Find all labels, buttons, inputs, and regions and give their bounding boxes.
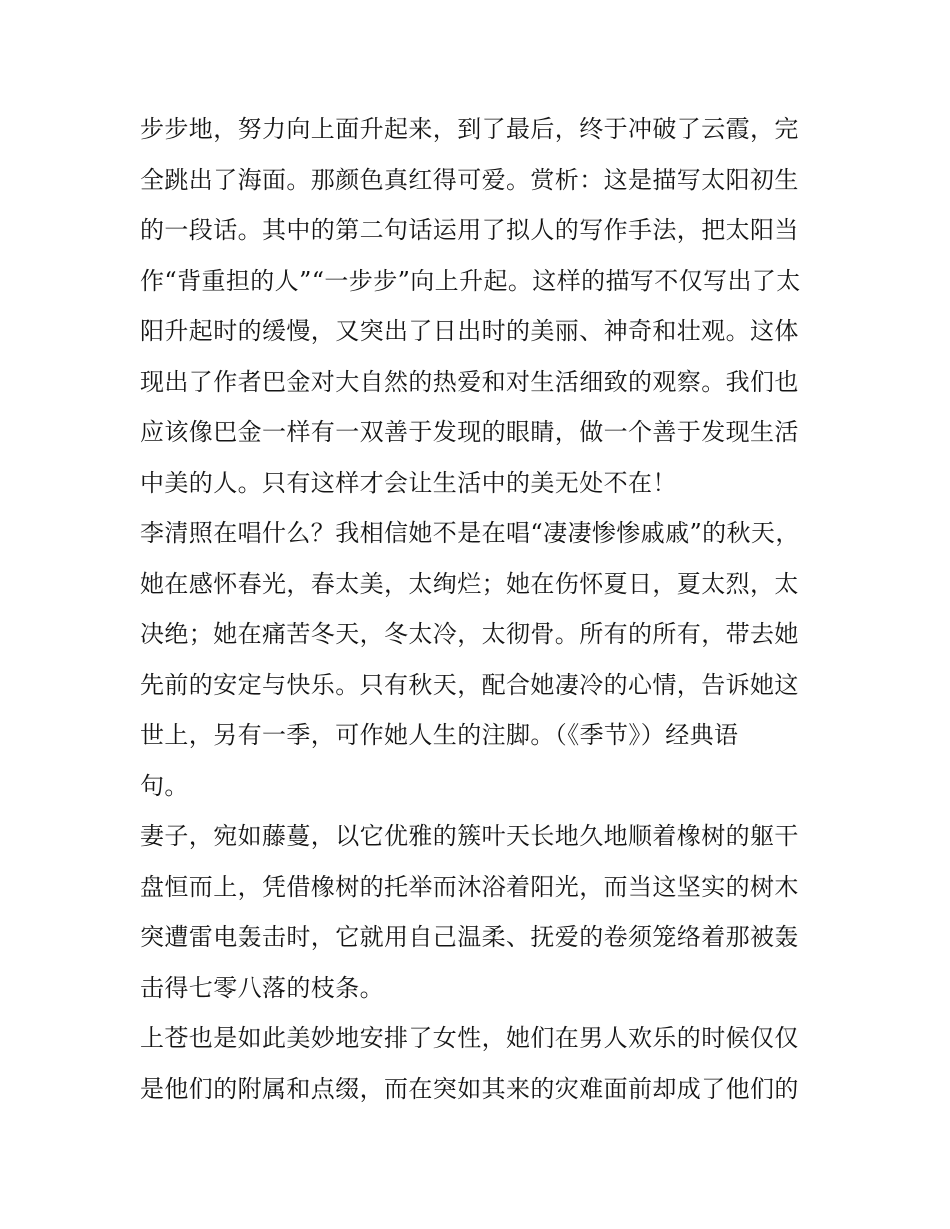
text-line: 击得七零八落的枝条。 <box>140 973 384 1002</box>
paragraph-heaven-women <box>140 1013 812 1114</box>
text-line: 中美的人。只有这样才会让生活中的美无处不在！ <box>140 468 677 497</box>
text-line: 上苍也是如此美妙地安排了女性，她们在男人欢乐的时候仅仅 <box>140 1024 799 1052</box>
paragraph-sunrise-analysis <box>140 104 812 508</box>
text-line: 突遭雷电轰击时，它就用自己温柔、抚爱的卷须笼络着那被轰 <box>140 923 799 951</box>
text-line: 句。 <box>140 771 189 800</box>
text-line: 决绝；她在痛苦冬天，冬太冷，太彻骨。所有的所有，带去她 <box>140 620 799 648</box>
text-line: 是他们的附属和点缀，而在突如其来的灾难面前却成了他们的 <box>140 1074 799 1103</box>
text-line: 李清照在唱什么？我相信她不是在唱“凄凄惨惨戚戚”的秋天， <box>140 519 800 547</box>
text-line: 全跳出了海面。那颜色真红得可爱。赏析：这是描写太阳初生 <box>140 165 799 194</box>
text-line: 世上，另有一季，可作她人生的注脚。（《季节》）经典语 <box>140 721 739 749</box>
document-body <box>140 104 812 1114</box>
paragraph-wife-vine <box>140 811 812 1013</box>
text-line: 妻子，宛如藤蔓，以它优雅的簇叶天长地久地顺着橡树的躯干 <box>140 822 799 850</box>
text-line: 应该像巴金一样有一双善于发现的眼睛，做一个善于发现生活 <box>140 418 799 446</box>
text-line: 盘恒而上，凭借橡树的托举而沐浴着阳光，而当这坚实的树木 <box>140 872 799 901</box>
text-line: 她在感怀春光，春太美，太绚烂；她在伤怀夏日，夏太烈，太 <box>140 569 799 598</box>
paragraph-li-qingzhao <box>140 508 812 811</box>
text-line: 阳升起时的缓慢，又突出了日出时的美丽、神奇和壮观。这体 <box>140 317 799 345</box>
text-line: 作“背重担的人”“一步步”向上升起。这样的描写不仅写出了太 <box>140 266 801 295</box>
text-line: 步步地，努力向上面升起来，到了最后，终于冲破了云霞，完 <box>140 115 799 143</box>
text-line: 现出了作者巴金对大自然的热爱和对生活细致的观察。我们也 <box>140 367 799 396</box>
text-line: 的一段话。其中的第二句话运用了拟人的写作手法，把太阳当 <box>140 216 799 244</box>
text-line: 先前的安定与快乐。只有秋天，配合她凄冷的心情，告诉她这 <box>140 670 799 699</box>
